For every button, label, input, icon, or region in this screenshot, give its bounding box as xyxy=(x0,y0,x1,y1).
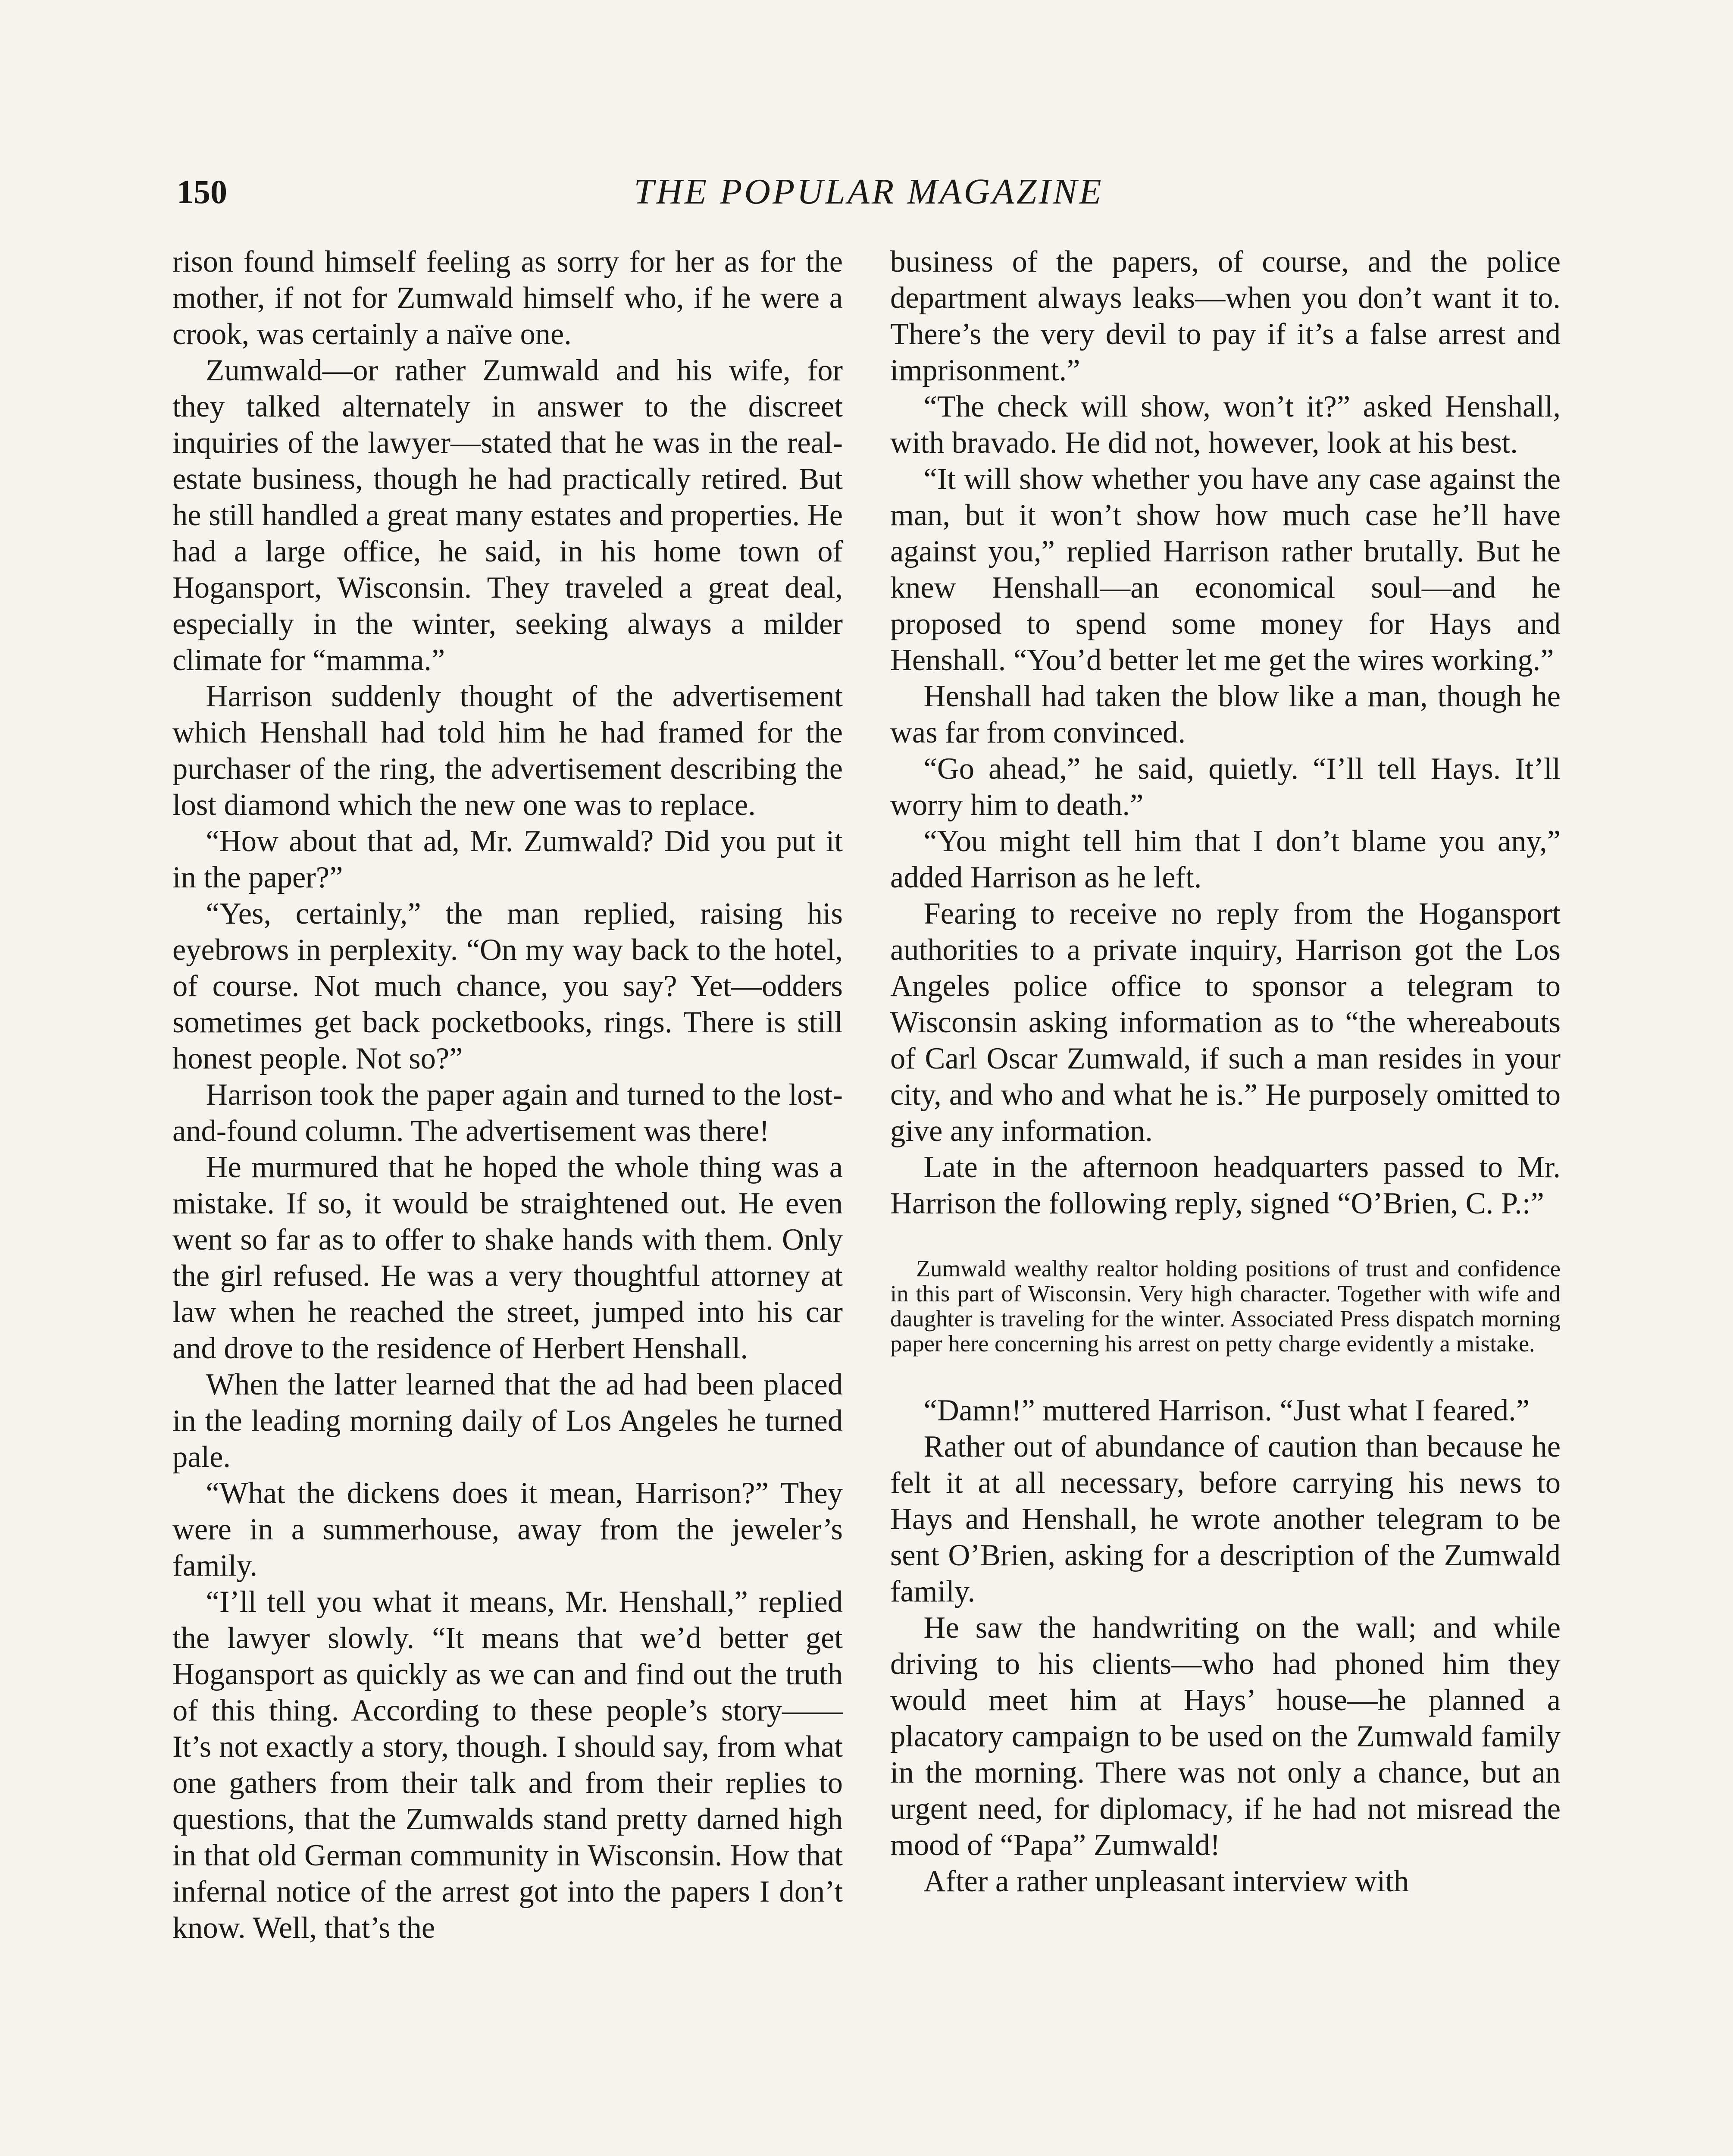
paragraph: “The check will show, won’t it?” asked Henshall, with bravado. He did not, however, look at his best. xyxy=(890,390,1561,460)
paragraph: “You might tell him that I don’t blame you any,” added Harrison as he left. xyxy=(890,824,1561,894)
paragraph: Late in the afternoon headquarters passed to Mr. Harrison the following reply, signed “O’Brien, C. P.:” xyxy=(890,1150,1561,1220)
paragraph: “How about that ad, Mr. Zumwald? Did you put it in the paper?” xyxy=(172,824,843,894)
paragraph: “What the dickens does it mean, Harrison?” They were in a summerhouse, away from the jeweler’s family. xyxy=(172,1476,843,1583)
paragraph: “Damn!” muttered Harrison. “Just what I feared.” xyxy=(923,1394,1530,1427)
paragraph: “It will show whether you have any case against the man, but it won’t show how much case he’ll have against you,” replied Harrison rather brutally. But he knew Henshall—an economical soul—and he proposed to spend some money for Hays and Henshall. “You’d better let me get the wires working.” xyxy=(890,462,1561,677)
paragraph: “I’ll tell you what it means, Mr. Henshall,” replied the lawyer slowly. “It means that we’d better get Hogansport as quickly as we can and find out the truth of this thing. According to these people’s story—— It’s not exactly a story, though. I should say, from what one gathers from their talk and from their replies to questions, that the Zumwalds stand pretty darned high in that old German community in Wisconsin. How that infernal notice of the arrest got into the papers I don’t know. Well, that’s the xyxy=(172,1585,843,1945)
page-header xyxy=(177,166,1561,218)
paragraph: rison found himself feeling as sorry for her as for the mother, if not for Zumwald himself who, if he were a crook, was certainly a naïve one. xyxy=(172,245,843,351)
paragraph: He murmured that he hoped the whole thing was a mistake. If so, it would be straightened out. He even went so far as to offer to shake hands with them. Only the girl refused. He was a very thoughtful attorney at law when he reached the street, jumped into his car and drove to the residence of Herbert Henshall. xyxy=(172,1150,843,1365)
paragraph: Henshall had taken the blow like a man, though he was far from convinced. xyxy=(890,680,1561,749)
paragraph: After a rather unpleasant interview with xyxy=(923,1865,1409,1898)
running-head: THE POPULAR MAGAZINE xyxy=(634,172,1104,212)
paragraph: Harrison took the paper again and turned to the lost-and-found column. The advertisement was there! xyxy=(172,1078,843,1148)
paragraph: Fearing to receive no reply from the Hogansport authorities to a private inquiry, Harrison got the Los Angeles police office to sponsor a telegram to Wisconsin asking information as to “the whereabouts of Carl Oscar Zumwald, if such a man resides in your city, and who and what he is.” He purposely omitted to give any information. xyxy=(890,897,1561,1148)
page-number: 150 xyxy=(177,173,227,210)
paragraph: Zumwald—or rather Zumwald and his wife, for they talked alternately in answer to the discreet inquiries of the lawyer—stated that he was in the real-estate business, though he had practically retired. But he still handled a great many estates and properties. He had a large office, he said, in his home town of Hogansport, Wisconsin. They traveled a great deal, especially in the winter, seeking always a milder climate for “mamma.” xyxy=(172,354,843,677)
paragraph: When the latter learned that the ad had been placed in the leading morning daily of Los Angeles he turned pale. xyxy=(172,1368,843,1474)
paragraph: Harrison suddenly thought of the advertisement which Henshall had told him he had framed for the purchaser of the ring, the advertisement describing the lost diamond which the new one was to replace. xyxy=(172,680,843,822)
paragraph: business of the papers, of course, and the police department always leaks—when you don’t want it to. There’s the very devil to pay if it’s a false arrest and imprisonment.” xyxy=(890,245,1561,387)
telegram-quote: Zumwald wealthy realtor holding positions of trust and confidence in this part of Wisconsin. Very high character. Together with wife and daughter is traveling for the winter. Associated Press dispatch morning paper here concerning his arrest on petty charge evidently a mistake. xyxy=(890,1255,1561,1357)
paragraph: He saw the handwriting on the wall; and while driving to his clients—who had phoned him they would meet him at Hays’ house—he planned a placatory campaign to be used on the Zumwald family in the morning. There was not only a chance, but an urgent need, for diplomacy, if he had not misread the mood of “Papa” Zumwald! xyxy=(890,1611,1561,1862)
right-column xyxy=(890,244,1561,1899)
paragraph: “Yes, certainly,” the man replied, raising his eyebrows in perplexity. “On my way back to the hotel, of course. Not much chance, you say? Yet—odders sometimes get back pocketbooks, rings. There is still honest people. Not so?” xyxy=(172,897,843,1075)
paragraph: “Go ahead,” he said, quietly. “I’ll tell Hays. It’ll worry him to death.” xyxy=(890,752,1561,822)
paragraph: Rather out of abundance of caution than because he felt it at all necessary, before carrying his news to Hays and Henshall, he wrote another telegram to be sent O’Brien, asking for a description of the Zumwald family. xyxy=(890,1430,1561,1608)
left-column xyxy=(172,244,843,1946)
